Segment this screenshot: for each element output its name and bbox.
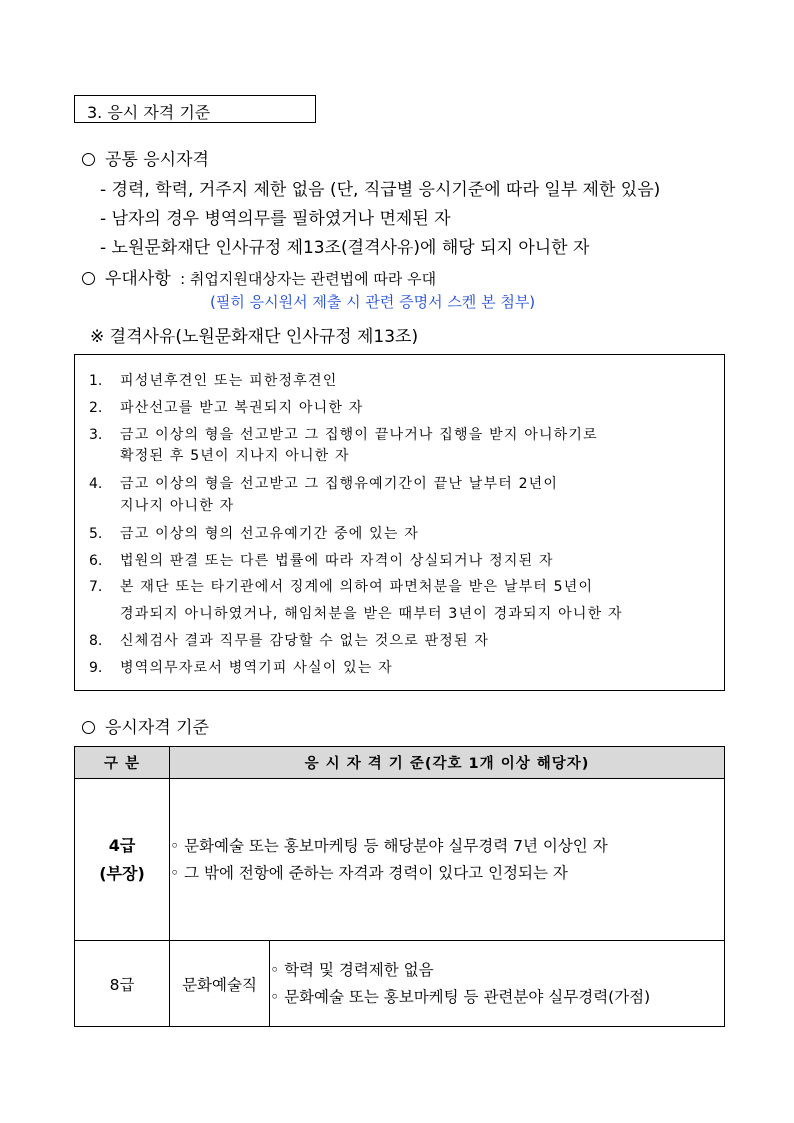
common-item-2: - 남자의 경우 병역의무를 필하였거나 면제된 자 — [100, 209, 451, 229]
reason-item: 1. 피성년후견인 또는 피한정후견인 — [89, 373, 338, 389]
reason-item: 4. 금고 이상의 형을 선고받고 그 집행유예기간이 끝난 날부터 2년이 — [89, 476, 559, 492]
grade4-title: (부장) — [99, 863, 145, 883]
grade8-bullet: ◦ 문화예술 또는 홍보마케팅 등 관련분야 실무경력(가점) — [270, 987, 651, 1006]
grade4-bullet: ◦ 문화예술 또는 홍보마케팅 등 해당분야 실무경력 7년 이상인 자 — [170, 836, 608, 855]
reason-item: 9. 병역의무자로서 병역기피 사실이 있는 자 — [89, 660, 393, 676]
reason-item: 8. 신체검사 결과 직무를 감당할 수 없는 것으로 판정된 자 — [89, 633, 490, 649]
circle-bullet-icon — [82, 272, 95, 285]
grade4-bullet: ◦ 그 밖에 전항에 준하는 자격과 경력이 있다고 인정되는 자 — [170, 863, 568, 882]
reason-item-continuation: 확정된 후 5년이 지나지 아니한 자 — [120, 448, 350, 464]
preference-heading-text: 우대사항 — [105, 269, 171, 289]
reason-item: 6. 법원의 판결 또는 다른 법률에 따라 자격이 상실되거나 정지된 자 — [89, 553, 554, 569]
preference-note: (필히 응시원서 제출 시 관련 증명서 스켄 본 첨부) — [210, 293, 536, 311]
common-item-3: - 노원문화재단 인사규정 제13조(결격사유)에 해당 되지 아니한 자 — [100, 238, 590, 258]
table-row — [75, 779, 725, 941]
circle-bullet-icon — [82, 153, 95, 166]
reason-item-continuation: 경과되지 아니하였거나, 해임처분을 받은 때부터 3년이 경과되지 아니한 자 — [120, 606, 623, 622]
reason-item: 2. 파산선고를 받고 복권되지 아니한 자 — [89, 400, 364, 416]
circle-bullet-icon — [82, 721, 95, 734]
grade8-job: 문화예술직 — [170, 941, 270, 1027]
grade4-cell — [75, 779, 170, 941]
common-heading — [82, 145, 209, 170]
grade8-label: 8급 — [75, 941, 170, 1027]
grade8-bullet: ◦ 학력 및 경력제한 없음 — [270, 960, 434, 979]
reason-item-continuation: 지나지 아니한 자 — [120, 498, 235, 514]
section-title-box — [74, 95, 316, 123]
criteria-heading — [82, 713, 209, 738]
disqualification-box — [74, 354, 725, 691]
grade8-criteria-cell — [270, 941, 725, 1027]
reason-item: 7. 본 재단 또는 타기관에서 징계에 의하여 파면처분을 받은 날부터 5년이 — [89, 579, 594, 595]
criteria-table — [74, 746, 725, 1027]
preference-text: : 취업지원대상자는 관련법에 따라 우대 — [180, 270, 437, 288]
grade4-label: 4급 — [108, 835, 136, 855]
disqualification-heading: ※ 결격사유(노원문화재단 인사규정 제13조) — [90, 327, 419, 347]
section-title: 3. 응시 자격 기준 — [87, 103, 211, 122]
criteria-heading-text: 응시자격 기준 — [105, 718, 209, 738]
common-heading-text: 공통 응시자격 — [105, 150, 209, 170]
reason-item: 5. 금고 이상의 형의 선고유예기간 중에 있는 자 — [89, 526, 419, 542]
reason-item: 3. 금고 이상의 형을 선고받고 그 집행이 끝나거나 집행을 받지 아니하기로 — [89, 427, 598, 443]
common-item-1: - 경력, 학력, 거주지 제한 없음 (단, 직급별 응시기준에 따라 일부 제한 있음) — [100, 180, 661, 200]
table-row — [75, 941, 725, 1027]
table-header-category: 구 분 — [75, 747, 170, 779]
preference-heading — [82, 264, 436, 289]
grade4-criteria-cell — [170, 779, 725, 941]
table-header-criteria: 응 시 자 격 기 준(각호 1개 이상 해당자) — [170, 747, 725, 779]
